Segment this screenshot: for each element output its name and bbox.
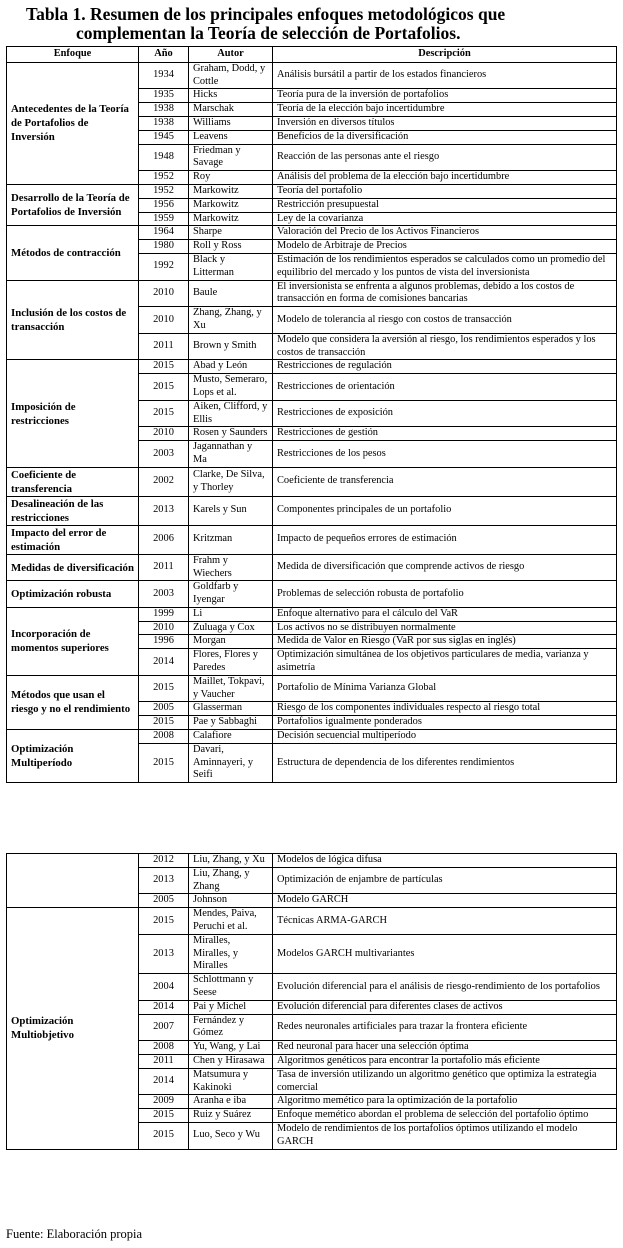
author-cell: Clarke, De Silva, y Thorley bbox=[189, 467, 273, 496]
author-cell: Jagannathan y Ma bbox=[189, 441, 273, 468]
year-cell: 1996 bbox=[139, 635, 189, 649]
year-cell: 2014 bbox=[139, 1068, 189, 1095]
year-cell: 1964 bbox=[139, 226, 189, 240]
year-cell: 2013 bbox=[139, 496, 189, 525]
author-cell: Davari, Aminnayeri, y Seifi bbox=[189, 743, 273, 782]
author-cell: Abad y León bbox=[189, 360, 273, 374]
author-cell: Liu, Zhang, y Zhang bbox=[189, 867, 273, 894]
description-cell: Modelos GARCH multivariantes bbox=[273, 934, 617, 973]
description-cell: Valoración del Precio de los Activos Financieros bbox=[273, 226, 617, 240]
year-cell: 2015 bbox=[139, 374, 189, 401]
description-cell: Enfoque memético abordan el problema de selección del portafolio óptimo bbox=[273, 1109, 617, 1123]
description-cell: Evolución diferencial para el análisis de riesgo-rendimiento de los portafolios bbox=[273, 974, 617, 1001]
author-cell: Leavens bbox=[189, 130, 273, 144]
table-row bbox=[7, 854, 617, 868]
author-cell: Markowitz bbox=[189, 212, 273, 226]
year-cell: 2010 bbox=[139, 307, 189, 334]
description-cell: Medida de Valor en Riesgo (VaR por sus siglas en inglés) bbox=[273, 635, 617, 649]
year-cell: 1952 bbox=[139, 184, 189, 198]
author-cell: Karels y Sun bbox=[189, 496, 273, 525]
table-row bbox=[7, 62, 617, 89]
description-cell: Evolución diferencial para diferentes clases de activos bbox=[273, 1000, 617, 1014]
table-row bbox=[7, 730, 617, 744]
table-row bbox=[7, 184, 617, 198]
table-row bbox=[7, 280, 617, 307]
header-enfoque: Enfoque bbox=[7, 47, 139, 63]
enfoque-cell: Desarrollo de la Teoría de Portafolios de Inversión bbox=[7, 184, 139, 225]
description-cell: Estimación de los rendimientos esperados se calculados como un promedio del equilibrio del mercado y los puntos de vista del inversionista bbox=[273, 253, 617, 280]
year-cell: 2012 bbox=[139, 854, 189, 868]
description-cell: Teoría pura de la inversión de portafolios bbox=[273, 89, 617, 103]
description-cell: Análisis bursátil a partir de los estados financieros bbox=[273, 62, 617, 89]
description-cell: Tasa de inversión utilizando un algoritmo genético que optimiza la estrategia comercial bbox=[273, 1068, 617, 1095]
year-cell: 1935 bbox=[139, 89, 189, 103]
year-cell: 2015 bbox=[139, 1109, 189, 1123]
year-cell: 1945 bbox=[139, 130, 189, 144]
author-cell: Luo, Seco y Wu bbox=[189, 1122, 273, 1149]
description-cell: Coeficiente de transferencia bbox=[273, 467, 617, 496]
author-cell: Schlottmann y Seese bbox=[189, 974, 273, 1001]
author-cell: Goldfarb y Iyengar bbox=[189, 581, 273, 608]
enfoque-cell bbox=[7, 854, 139, 908]
year-cell: 2002 bbox=[139, 467, 189, 496]
author-cell: Flores, Flores y Paredes bbox=[189, 649, 273, 676]
year-cell: 2005 bbox=[139, 894, 189, 908]
year-cell: 1938 bbox=[139, 103, 189, 117]
author-cell: Miralles, Miralles, y Miralles bbox=[189, 934, 273, 973]
enfoque-cell: Métodos de contracción bbox=[7, 226, 139, 280]
author-cell: Yu, Wang, y Lai bbox=[189, 1041, 273, 1055]
author-cell: Brown y Smith bbox=[189, 333, 273, 360]
year-cell: 2005 bbox=[139, 702, 189, 716]
author-cell: Frahm y Wiechers bbox=[189, 554, 273, 581]
author-cell: Sharpe bbox=[189, 226, 273, 240]
description-cell: Modelo GARCH bbox=[273, 894, 617, 908]
table-header-row bbox=[7, 47, 617, 63]
author-cell: Fernández y Gómez bbox=[189, 1014, 273, 1041]
description-cell: Restricciones de los pesos bbox=[273, 441, 617, 468]
author-cell: Aiken, Clifford, y Ellis bbox=[189, 400, 273, 427]
author-cell: Pae y Sabbaghi bbox=[189, 716, 273, 730]
table-row bbox=[7, 525, 617, 554]
table-row bbox=[7, 226, 617, 240]
author-cell: Hicks bbox=[189, 89, 273, 103]
enfoque-cell: Optimización robusta bbox=[7, 581, 139, 608]
description-cell: Modelo que considera la aversión al riesgo, los rendimientos esperados y los costos de transacción bbox=[273, 333, 617, 360]
author-cell: Maillet, Tokpavi, y Vaucher bbox=[189, 675, 273, 702]
enfoque-cell: Impacto del error de estimación bbox=[7, 525, 139, 554]
description-cell: Modelos de lógica difusa bbox=[273, 854, 617, 868]
author-cell: Ruiz y Suárez bbox=[189, 1109, 273, 1123]
description-cell: Técnicas ARMA-GARCH bbox=[273, 908, 617, 935]
enfoque-cell: Imposición de restricciones bbox=[7, 360, 139, 467]
author-cell: Roy bbox=[189, 171, 273, 185]
year-cell: 1992 bbox=[139, 253, 189, 280]
description-cell: Restricciones de regulación bbox=[273, 360, 617, 374]
author-cell: Kritzman bbox=[189, 525, 273, 554]
table-caption-line-1: Tabla 1. Resumen de los principales enfoques metodológicos que bbox=[26, 4, 506, 24]
description-cell: Modelo de Arbitraje de Precios bbox=[273, 240, 617, 254]
table-row bbox=[7, 581, 617, 608]
header-autor: Autor bbox=[189, 47, 273, 63]
table-row bbox=[7, 607, 617, 621]
author-cell: Markowitz bbox=[189, 198, 273, 212]
enfoque-cell: Antecedentes de la Teoría de Portafolios de Inversión bbox=[7, 62, 139, 184]
table-row bbox=[7, 908, 617, 935]
year-cell: 2014 bbox=[139, 1000, 189, 1014]
description-cell: El inversionista se enfrenta a algunos problemas, debido a los costos de transacción en forma de comisiones bancarias bbox=[273, 280, 617, 307]
enfoque-cell: Coeficiente de transferencia bbox=[7, 467, 139, 496]
year-cell: 2007 bbox=[139, 1014, 189, 1041]
year-cell: 2010 bbox=[139, 621, 189, 635]
description-cell: Algoritmos genéticos para encontrar la portafolio más eficiente bbox=[273, 1054, 617, 1068]
description-cell: Riesgo de los componentes individuales respecto al riesgo total bbox=[273, 702, 617, 716]
year-cell: 1959 bbox=[139, 212, 189, 226]
year-cell: 1952 bbox=[139, 171, 189, 185]
year-cell: 2011 bbox=[139, 1054, 189, 1068]
year-cell: 1980 bbox=[139, 240, 189, 254]
year-cell: 2015 bbox=[139, 716, 189, 730]
description-cell: Inversión en diversos títulos bbox=[273, 116, 617, 130]
table-row bbox=[7, 360, 617, 374]
table-body-part-1 bbox=[7, 62, 617, 782]
description-cell: Decisión secuencial multiperíodo bbox=[273, 730, 617, 744]
table-caption bbox=[0, 5, 623, 43]
year-cell: 2004 bbox=[139, 974, 189, 1001]
description-cell: Componentes principales de un portafolio bbox=[273, 496, 617, 525]
author-cell: Chen y Hirasawa bbox=[189, 1054, 273, 1068]
year-cell: 2010 bbox=[139, 427, 189, 441]
description-cell: Estructura de dependencia de los diferentes rendimientos bbox=[273, 743, 617, 782]
year-cell: 2009 bbox=[139, 1095, 189, 1109]
description-cell: Optimización de enjambre de partículas bbox=[273, 867, 617, 894]
table-row bbox=[7, 554, 617, 581]
year-cell: 2013 bbox=[139, 934, 189, 973]
description-cell: Problemas de selección robusta de portafolio bbox=[273, 581, 617, 608]
year-cell: 2008 bbox=[139, 730, 189, 744]
description-cell: Restricciones de exposición bbox=[273, 400, 617, 427]
author-cell: Liu, Zhang, y Xu bbox=[189, 854, 273, 868]
description-cell: Impacto de pequeños errores de estimación bbox=[273, 525, 617, 554]
description-cell: Restricciones de orientación bbox=[273, 374, 617, 401]
year-cell: 1938 bbox=[139, 116, 189, 130]
author-cell: Rosen y Saunders bbox=[189, 427, 273, 441]
author-cell: Zhang, Zhang, y Xu bbox=[189, 307, 273, 334]
description-cell: Optimización simultánea de los objetivos particulares de media, varianza y asimetría bbox=[273, 649, 617, 676]
enfoque-cell: Métodos que usan el riesgo y no el rendimiento bbox=[7, 675, 139, 729]
year-cell: 2008 bbox=[139, 1041, 189, 1055]
year-cell: 2010 bbox=[139, 280, 189, 307]
year-cell: 1956 bbox=[139, 198, 189, 212]
table-row bbox=[7, 675, 617, 702]
year-cell: 2015 bbox=[139, 908, 189, 935]
year-cell: 2015 bbox=[139, 400, 189, 427]
author-cell: Black y Litterman bbox=[189, 253, 273, 280]
description-cell: Algoritmo memético para la optimización de la portafolio bbox=[273, 1095, 617, 1109]
table-row bbox=[7, 496, 617, 525]
year-cell: 2015 bbox=[139, 360, 189, 374]
enfoque-cell: Desalineación de las restricciones bbox=[7, 496, 139, 525]
author-cell: Li bbox=[189, 607, 273, 621]
author-cell: Markowitz bbox=[189, 184, 273, 198]
description-cell: Análisis del problema de la elección bajo incertidumbre bbox=[273, 171, 617, 185]
description-cell: Reacción de las personas ante el riesgo bbox=[273, 144, 617, 171]
table-body-part-2 bbox=[7, 854, 617, 1150]
methodology-table-part-2 bbox=[6, 853, 617, 1150]
description-cell: Beneficios de la diversificación bbox=[273, 130, 617, 144]
description-cell: Portafolio de Mínima Varianza Global bbox=[273, 675, 617, 702]
description-cell: Restricción presupuestal bbox=[273, 198, 617, 212]
description-cell: Redes neuronales artificiales para trazar la frontera eficiente bbox=[273, 1014, 617, 1041]
enfoque-cell: Inclusión de los costos de transacción bbox=[7, 280, 139, 360]
author-cell: Glasserman bbox=[189, 702, 273, 716]
description-cell: Enfoque alternativo para el cálculo del VaR bbox=[273, 607, 617, 621]
description-cell: Restricciones de gestión bbox=[273, 427, 617, 441]
author-cell: Johnson bbox=[189, 894, 273, 908]
year-cell: 2003 bbox=[139, 441, 189, 468]
year-cell: 2006 bbox=[139, 525, 189, 554]
author-cell: Aranha e iba bbox=[189, 1095, 273, 1109]
author-cell: Mendes, Paiva, Peruchi et al. bbox=[189, 908, 273, 935]
author-cell: Calafiore bbox=[189, 730, 273, 744]
description-cell: Modelo de tolerancia al riesgo con costos de transacción bbox=[273, 307, 617, 334]
description-cell: Los activos no se distribuyen normalmente bbox=[273, 621, 617, 635]
author-cell: Matsumura y Kakinoki bbox=[189, 1068, 273, 1095]
methodology-table-part-1 bbox=[6, 46, 617, 783]
author-cell: Morgan bbox=[189, 635, 273, 649]
description-cell: Modelo de rendimientos de los portafolios óptimos utilizando el modelo GARCH bbox=[273, 1122, 617, 1149]
author-cell: Friedman y Savage bbox=[189, 144, 273, 171]
year-cell: 2015 bbox=[139, 743, 189, 782]
year-cell: 2003 bbox=[139, 581, 189, 608]
table-row bbox=[7, 467, 617, 496]
author-cell: Baule bbox=[189, 280, 273, 307]
description-cell: Red neuronal para hacer una selección óptima bbox=[273, 1041, 617, 1055]
table-caption-line-2: complementan la Teoría de selección de Portafolios. bbox=[76, 23, 461, 43]
author-cell: Musto, Semeraro, Lops et al. bbox=[189, 374, 273, 401]
description-cell: Medida de diversificación que comprende activos de riesgo bbox=[273, 554, 617, 581]
description-cell: Teoría de la elección bajo incertidumbre bbox=[273, 103, 617, 117]
author-cell: Pai y Michel bbox=[189, 1000, 273, 1014]
table-source-note: Fuente: Elaboración propia bbox=[6, 1227, 143, 1241]
header-descripcion: Descripción bbox=[273, 47, 617, 63]
header-anio: Año bbox=[139, 47, 189, 63]
year-cell: 1999 bbox=[139, 607, 189, 621]
year-cell: 2013 bbox=[139, 867, 189, 894]
author-cell: Zuluaga y Cox bbox=[189, 621, 273, 635]
year-cell: 1948 bbox=[139, 144, 189, 171]
author-cell: Roll y Ross bbox=[189, 240, 273, 254]
author-cell: Graham, Dodd, y Cottle bbox=[189, 62, 273, 89]
enfoque-cell: Optimización Multiobjetivo bbox=[7, 908, 139, 1149]
year-cell: 2011 bbox=[139, 333, 189, 360]
description-cell: Ley de la covarianza bbox=[273, 212, 617, 226]
enfoque-cell: Medidas de diversificación bbox=[7, 554, 139, 581]
year-cell: 2014 bbox=[139, 649, 189, 676]
year-cell: 2011 bbox=[139, 554, 189, 581]
enfoque-cell: Optimización Multiperíodo bbox=[7, 730, 139, 783]
year-cell: 1934 bbox=[139, 62, 189, 89]
author-cell: Marschak bbox=[189, 103, 273, 117]
year-cell: 2015 bbox=[139, 675, 189, 702]
year-cell: 2015 bbox=[139, 1122, 189, 1149]
enfoque-cell: Incorporación de momentos superiores bbox=[7, 607, 139, 675]
description-cell: Portafolios igualmente ponderados bbox=[273, 716, 617, 730]
author-cell: Williams bbox=[189, 116, 273, 130]
description-cell: Teoría del portafolio bbox=[273, 184, 617, 198]
